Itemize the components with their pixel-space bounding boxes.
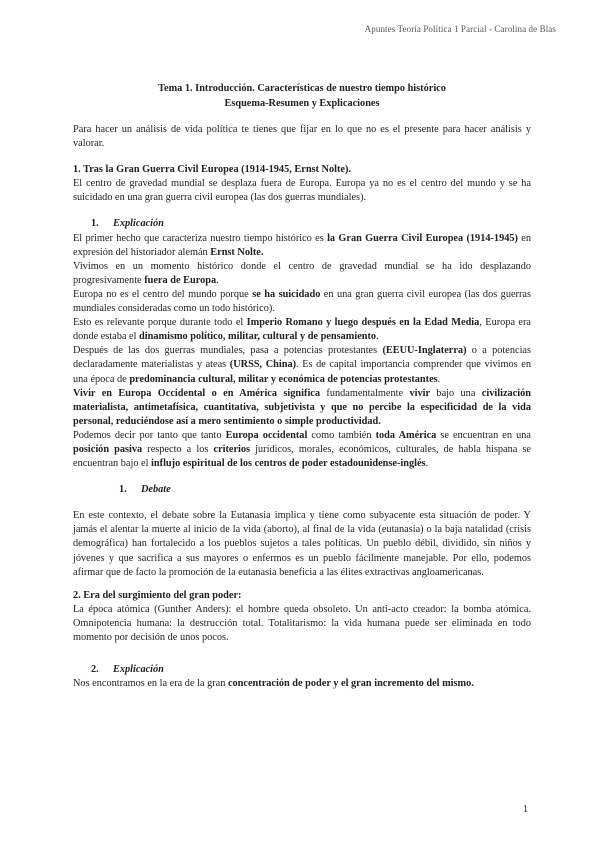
explicacion-1-number: 1. bbox=[91, 218, 99, 230]
section-2-heading: 2. Era del surgimiento del gran poder: bbox=[73, 589, 242, 601]
debate-heading bbox=[73, 483, 531, 497]
explicacion-1-p4: Esto es relevante porque durante todo el Imperio Romano y luego después en la Edad Media, Europa era donde estaba el dinamismo político, militar, cultural y de pensamiento. bbox=[73, 317, 532, 343]
explicacion-1-label: Explicación bbox=[113, 218, 164, 230]
explicacion-1-p6: Vivir en Europa Occidental o en América significa fundamentalmente vivir bajo una civilización materialista, antimetafísica, cuantitativa, subjetivista y que no percibe la especificidad de la vida personal, reduciéndose así a mero sentimiento o simple productividad. bbox=[73, 387, 531, 427]
debate-number: 1. bbox=[119, 484, 127, 496]
debate-label: Debate bbox=[141, 484, 171, 496]
title-line-2: Esquema-Resumen y Explicaciones bbox=[224, 97, 380, 109]
explicacion-1-p7: Podemos decir por tanto que tanto Europa occidental como también toda América se encuentran en una posición pasiva respecto a los criterios jurídicos, morales, económicos, culturales, de habla hispana se encuentran bajo el influjo espiritual de los centros de poder estadounidense-inglés. bbox=[73, 429, 531, 470]
explicacion-2-heading bbox=[73, 663, 531, 677]
document-body bbox=[73, 82, 531, 691]
debate-text: En este contexto, el debate sobre la Eutanasia implica y tiene como subyacente esta situación de poder. Y jamás el alentar la muerte al inicio de la vida (aborto), al final de la vida (eutanasia) o la baja natalidad (crisis demográfica) han fortalecido a los pueblos sujetos a tales políticas. Un pueblo débil, dividido, sin niños y jóvenes y que sacrifica a sus mayores o enfermos es un pueblo fácilmente manejable. Por ello, podemos afirmar que de facto la promoción de la eutanasia beneficia a las élites extractivas angloamericanas. bbox=[73, 510, 531, 578]
explicacion-1-p5: Después de las dos guerras mundiales, pasa a potencias protestantes (EEUU-Inglaterra) o a potencias declaradamente materialistas y ateas (URSS, China). Es de capital importancia comprender que vivimos en una época de predominancia cultural, militar y económica de potencias protestantes. bbox=[73, 345, 532, 385]
explicacion-2-number: 2. bbox=[91, 664, 99, 676]
explicacion-2-text: Nos encontramos en la era de la gran concentración de poder y el gran incremento del mismo. bbox=[73, 678, 474, 690]
section-1-heading: 1. Tras la Gran Guerra Civil Europea (1914-1945, Ernst Nolte). bbox=[73, 164, 352, 176]
document-title bbox=[73, 82, 531, 111]
page-number: 1 bbox=[523, 804, 528, 815]
running-header: Apuntes Teoría Política 1 Parcial - Carolina de Blas bbox=[364, 24, 556, 34]
explicacion-1-p1: El primer hecho que caracteriza nuestro tiempo histórico es la Gran Guerra Civil Europea (1914-1945) en expresión del historiador alemán Ernst Nolte. bbox=[73, 232, 531, 258]
explicacion-1-p3: Europa no es el centro del mundo porque se ha suicidado en una gran guerra civil europea (las dos guerras mundiales consideradas como un todo histórico). bbox=[73, 288, 531, 315]
explicacion-1-heading bbox=[73, 217, 531, 231]
title-line-1: Tema 1. Introducción. Características de nuestro tiempo histórico bbox=[158, 83, 446, 94]
explicacion-2-label: Explicación bbox=[113, 664, 164, 676]
section-1-text: El centro de gravedad mundial se desplaza fuera de Europa. Europa ya no es el centro del mundo y se ha suicidado en una gran guerra civil europea (las dos guerras mundiales). bbox=[73, 178, 531, 204]
explicacion-1-p2: Vivimos en un momento histórico donde el centro de gravedad mundial se ha ido desplazando progresivamente fuera de Europa. bbox=[73, 260, 531, 286]
section-2-text: La época atómica (Gunther Anders): el hombre queda obsoleto. Un anti-acto creador: la bomba atómica. Omnipotencia humana: la destrucción total. Totalitarismo: la vida humana puede ser eliminada en todo momento por decisión de unos pocos. bbox=[73, 603, 531, 643]
intro-paragraph: Para hacer un análisis de vida política te tienes que fijar en lo que no es el presente para hacer análisis y valorar. bbox=[73, 124, 531, 150]
